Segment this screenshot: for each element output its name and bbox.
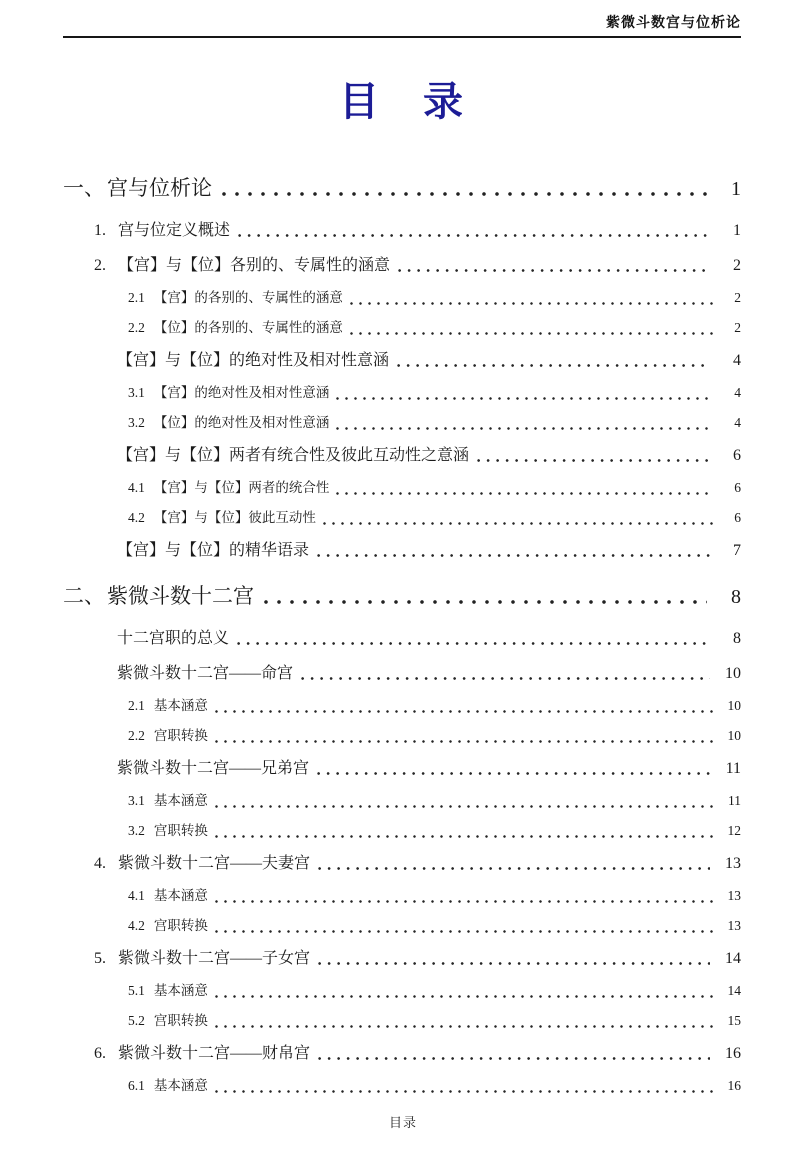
toc-entry-label (63, 174, 212, 202)
toc-entry[interactable] (63, 846, 741, 881)
dot-leader (397, 364, 710, 367)
toc-entry-title: 紫微斗数十二宫——财帛宫 (118, 1045, 311, 1062)
toc-entry-label (128, 914, 208, 938)
toc-entry-title: 基本涵意 (153, 888, 208, 903)
toc-entry[interactable] (63, 473, 741, 503)
toc-entry[interactable] (63, 941, 741, 976)
toc-entry-number: 3.2 (128, 415, 145, 430)
toc-entry-title: 基本涵意 (153, 698, 208, 713)
toc-entry-title: 紫微斗数十二宫 (107, 584, 254, 608)
toc-entry[interactable] (63, 378, 741, 408)
dot-leader (215, 900, 713, 903)
toc-entry-title: 紫微斗数十二宫——子女宫 (118, 950, 311, 967)
toc-entry-number: 2.1 (128, 290, 145, 305)
toc-entry-page: 10 (727, 698, 741, 713)
toc-entry[interactable] (63, 568, 741, 621)
toc-entry-number: 3.2 (128, 823, 145, 838)
toc-entry-number: 二、 (63, 584, 105, 608)
toc-entry-number: 2.1 (128, 698, 145, 713)
toc-entry-number: 1. (94, 222, 106, 239)
toc-entry[interactable] (63, 313, 741, 343)
dot-leader (264, 600, 707, 604)
dot-leader (336, 427, 713, 430)
dot-leader (317, 554, 710, 557)
toc-entry-page: 13 (727, 888, 741, 903)
page-footer (0, 1112, 806, 1131)
toc-entry-page: 2 (734, 290, 741, 305)
toc-entry-page: 6 (733, 447, 741, 464)
toc-entry-number: 4.1 (128, 888, 145, 903)
dot-leader (222, 192, 707, 196)
toc-entry-number: 2.2 (128, 728, 145, 743)
toc-entry-label (94, 1041, 310, 1066)
toc-entry[interactable] (63, 786, 741, 816)
toc-entry-label (128, 476, 329, 500)
toc-entry[interactable] (63, 751, 741, 786)
toc-entry[interactable] (63, 503, 741, 533)
toc-entry-page: 15 (727, 1013, 741, 1028)
dot-leader (238, 234, 710, 237)
toc-entry-page: 2 (733, 257, 741, 274)
toc-entry-number: 5. (94, 950, 106, 967)
toc-entry-number: 一、 (63, 176, 105, 200)
toc-entry-number: 2.2 (128, 320, 145, 335)
toc-entry-page: 11 (728, 793, 741, 808)
toc-entry-label (117, 626, 229, 651)
toc-entry-page: 13 (725, 855, 741, 872)
dot-leader (301, 677, 710, 680)
toc-entry[interactable] (63, 1006, 741, 1036)
toc-entry-page: 14 (727, 983, 741, 998)
toc-entry-title: 基本涵意 (153, 1078, 208, 1093)
dot-leader (336, 397, 713, 400)
toc-entry-label (117, 348, 389, 373)
dot-leader (477, 459, 710, 462)
toc-entry-label (63, 582, 254, 610)
toc-entry-title: 紫微斗数十二宫——兄弟宫 (117, 760, 310, 777)
toc-entry-page: 1 (733, 222, 741, 239)
toc-entry[interactable] (63, 343, 741, 378)
toc-entry-number: 6.1 (128, 1078, 145, 1093)
toc-entry-label (128, 1009, 208, 1033)
dot-leader (350, 332, 713, 335)
dot-leader (215, 710, 713, 713)
dot-leader (215, 805, 713, 808)
toc-entry-page: 14 (725, 950, 741, 967)
toc-entry-page: 8 (733, 630, 741, 647)
toc-entry-title: 宫职转换 (153, 728, 208, 743)
page-title: 目 录 (339, 80, 465, 124)
toc-entry-label (128, 286, 343, 310)
toc-entry-number: 2. (94, 257, 106, 274)
dot-leader (318, 867, 710, 870)
dot-leader (318, 1057, 710, 1060)
toc-entry[interactable] (63, 721, 741, 751)
dot-leader (336, 492, 713, 495)
toc-entry-number: 4.2 (128, 918, 145, 933)
toc-entry-title: 【宫】与【位】彼此互动性 (153, 510, 316, 525)
toc-entry-label (128, 316, 343, 340)
toc-entry-page: 10 (725, 665, 741, 682)
toc-entry[interactable] (63, 976, 741, 1006)
toc-entry[interactable] (63, 691, 741, 721)
toc-entry-title: 【位】的绝对性及相对性意涵 (153, 415, 330, 430)
toc-list (63, 160, 741, 1101)
toc-entry-page: 16 (727, 1078, 741, 1093)
toc-entry-title: 【位】的各别的、专属性的涵意 (153, 320, 343, 335)
toc-entry-title: 紫微斗数十二宫——夫妻宫 (118, 855, 311, 872)
toc-entry[interactable] (63, 160, 741, 213)
toc-entry[interactable] (63, 816, 741, 846)
toc-entry-page: 13 (727, 918, 741, 933)
dot-leader (215, 835, 713, 838)
dot-leader (215, 930, 713, 933)
toc-entry-title: 紫微斗数十二宫——命宫 (117, 665, 294, 682)
toc-entry-label (128, 506, 316, 530)
toc-entry[interactable] (63, 533, 741, 568)
toc-entry-title: 【宫】与【位】的精华语录 (117, 542, 310, 559)
toc-entry[interactable] (63, 621, 741, 656)
toc-entry-label (117, 661, 293, 686)
toc-entry-page: 16 (725, 1045, 741, 1062)
toc-entry-label (94, 946, 310, 971)
toc-entry-title: 【宫】的绝对性及相对性意涵 (153, 385, 330, 400)
toc-entry[interactable] (63, 248, 741, 283)
toc-entry-label (94, 218, 230, 243)
toc-entry-label (128, 884, 208, 908)
running-header-title: 紫微斗数宫与位析论 (606, 16, 741, 31)
toc-entry-title: 【宫】的各别的、专属性的涵意 (153, 290, 343, 305)
toc-entry-page: 4 (734, 415, 741, 430)
toc-entry-label (128, 724, 208, 748)
toc-entry-number: 4. (94, 855, 106, 872)
toc-entry-label (128, 1074, 208, 1098)
toc-entry-number: 3.1 (128, 385, 145, 400)
toc-entry-page: 11 (725, 760, 741, 777)
toc-entry-label (128, 381, 329, 405)
toc-entry-title: 基本涵意 (153, 983, 208, 998)
toc-entry-label (94, 253, 390, 278)
dot-leader (215, 740, 713, 743)
toc-entry-page: 2 (734, 320, 741, 335)
footer-label: 目录 (388, 1115, 417, 1130)
toc-entry-page: 7 (733, 542, 741, 559)
toc-entry-title: 十二宫职的总义 (117, 630, 230, 647)
dot-leader (215, 1025, 713, 1028)
toc-entry-label (117, 443, 469, 468)
toc-entry-number: 5.1 (128, 983, 145, 998)
dot-leader (215, 995, 713, 998)
toc-entry-page: 6 (734, 480, 741, 495)
toc-entry[interactable] (63, 408, 741, 438)
page-header (63, 0, 741, 38)
dot-leader (318, 962, 710, 965)
toc-entry[interactable] (63, 1071, 741, 1101)
toc-entry-label (128, 694, 208, 718)
dot-leader (317, 772, 710, 775)
toc-entry-number: 5.2 (128, 1013, 145, 1028)
toc-entry-title: 宫职转换 (153, 823, 208, 838)
toc-entry-number: 3.1 (128, 793, 145, 808)
toc-entry-label (94, 851, 310, 876)
toc-entry[interactable] (63, 656, 741, 691)
toc-entry[interactable] (63, 911, 741, 941)
toc-entry-number: 4.2 (128, 510, 145, 525)
toc-entry-title: 宫与位析论 (107, 176, 212, 200)
toc-entry-page: 4 (734, 385, 741, 400)
toc-entry[interactable] (63, 438, 741, 473)
toc-entry-title: 基本涵意 (153, 793, 208, 808)
toc-entry[interactable] (63, 213, 741, 248)
toc-entry-page: 1 (731, 178, 741, 200)
toc-entry-title: 宫职转换 (153, 918, 208, 933)
dot-leader (323, 522, 713, 525)
toc-entry-title: 【宫】与【位】两者的统合性 (153, 480, 330, 495)
toc-entry-title: 宫与位定义概述 (118, 222, 231, 239)
dot-leader (237, 642, 710, 645)
toc-entry-label (128, 411, 329, 435)
toc-entry-title: 宫职转换 (153, 1013, 208, 1028)
dot-leader (350, 302, 713, 305)
toc-entry-label (128, 979, 208, 1003)
toc-entry-label (128, 789, 208, 813)
toc-entry-label (117, 538, 309, 563)
toc-entry[interactable] (63, 881, 741, 911)
toc-entry-label (117, 756, 309, 781)
toc-entry-page: 10 (727, 728, 741, 743)
toc-entry-page: 6 (734, 510, 741, 525)
toc-entry-page: 12 (727, 823, 741, 838)
dot-leader (215, 1090, 713, 1093)
toc-entry-number: 4.1 (128, 480, 145, 495)
toc-entry[interactable] (63, 283, 741, 313)
toc-entry-number: 6. (94, 1045, 106, 1062)
toc-entry-page: 8 (731, 586, 741, 608)
toc-entry-title: 【宫】与【位】各别的、专属性的涵意 (118, 257, 391, 274)
dot-leader (398, 269, 710, 272)
page-content (63, 0, 741, 1101)
toc-entry[interactable] (63, 1036, 741, 1071)
toc-entry-label (128, 819, 208, 843)
toc-entry-page: 4 (733, 352, 741, 369)
toc-entry-title: 【宫】与【位】的绝对性及相对性意涵 (117, 352, 390, 369)
toc-entry-title: 【宫】与【位】两者有统合性及彼此互动性之意涵 (117, 447, 470, 464)
